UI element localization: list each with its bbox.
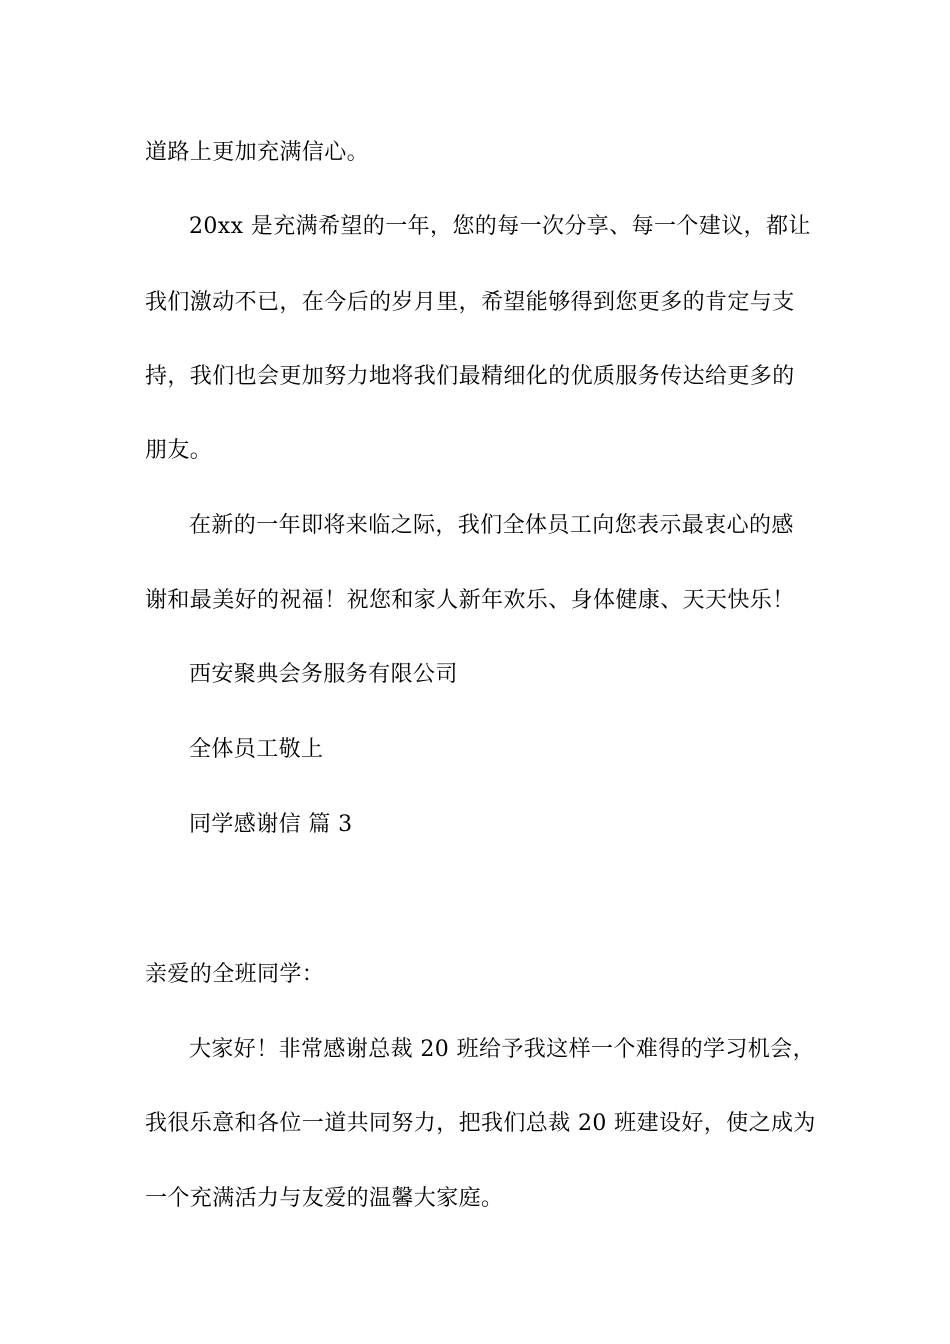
paragraph-line: 20xx 是充满希望的一年，您的每一次分享、每一个建议，都让 xyxy=(189,214,811,239)
paragraph-line: 朋友。 xyxy=(145,438,213,463)
paragraph-line: 我很乐意和各位一道共同努力，把我们总裁 20 班建设好，使之成为 xyxy=(145,1111,816,1136)
paragraph-line: 我们激动不已，在今后的岁月里，希望能够得到您更多的肯定与支 xyxy=(145,290,795,315)
section-title: 同学感谢信 篇 3 xyxy=(189,812,353,837)
salutation: 亲爱的全班同学： xyxy=(145,962,325,987)
staff-signature: 全体员工敬上 xyxy=(189,737,324,762)
paragraph-line: 大家好！非常感谢总裁 20 班给予我这样一个难得的学习机会， xyxy=(189,1037,815,1062)
company-signature: 西安聚典会务服务有限公司 xyxy=(189,662,458,687)
paragraph-line: 谢和最美好的祝福！祝您和家人新年欢乐、身体健康、天天快乐！ xyxy=(145,588,795,613)
paragraph-line: 持，我们也会更加努力地将我们最精细化的优质服务传达给更多的 xyxy=(145,364,795,389)
paragraph-line: 在新的一年即将来临之际，我们全体员工向您表示最衷心的感 xyxy=(189,513,794,538)
paragraph-line: 一个充满活力与友爱的温馨大家庭。 xyxy=(145,1186,504,1211)
paragraph-line: 道路上更加充满信心。 xyxy=(145,140,370,165)
